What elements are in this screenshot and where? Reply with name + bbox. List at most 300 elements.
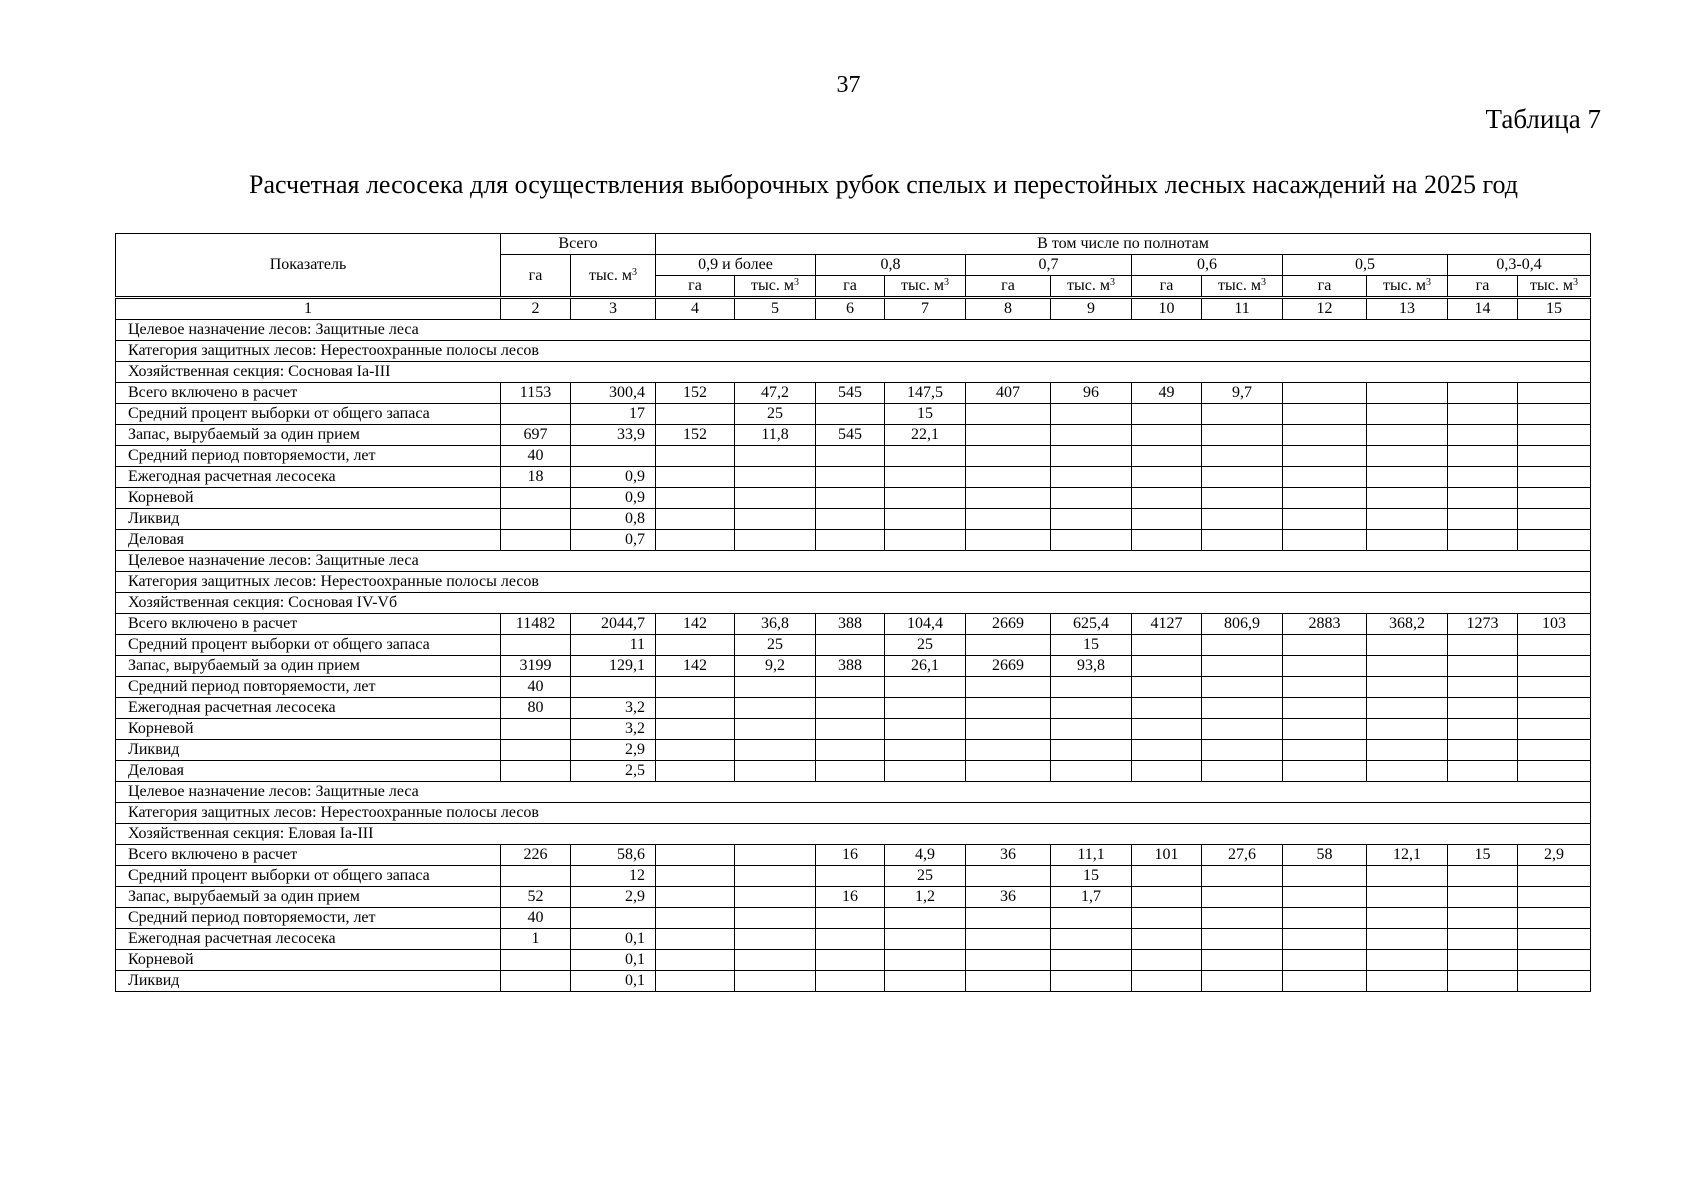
table-cell xyxy=(1051,929,1132,950)
table-cell xyxy=(1448,656,1518,677)
table-cell xyxy=(735,698,816,719)
table-cell xyxy=(1283,887,1367,908)
header-total: Всего xyxy=(501,234,656,255)
table-cell: 2,5 xyxy=(571,761,656,782)
protective-category-row xyxy=(116,572,1591,593)
table-cell: 368,2 xyxy=(1367,614,1448,635)
table-cell xyxy=(1518,404,1591,425)
table-cell: 3,2 xyxy=(571,698,656,719)
table-cell xyxy=(816,698,885,719)
table-cell xyxy=(501,488,571,509)
table-cell xyxy=(656,845,735,866)
table-cell xyxy=(816,467,885,488)
table-row xyxy=(116,656,1591,677)
table-cell xyxy=(1518,530,1591,551)
table-cell xyxy=(1448,677,1518,698)
table-cell xyxy=(966,467,1051,488)
table-cell xyxy=(1283,509,1367,530)
table-cell xyxy=(1518,887,1591,908)
header-indicator: Показатель xyxy=(116,234,501,298)
table-cell xyxy=(1283,950,1367,971)
table-cell: 58,6 xyxy=(571,845,656,866)
table-cell: 16 xyxy=(816,845,885,866)
table-cell xyxy=(1448,740,1518,761)
table-cell xyxy=(571,446,656,467)
table-cell xyxy=(656,509,735,530)
table-cell: 25 xyxy=(735,404,816,425)
header-unit-ha: га xyxy=(966,276,1051,298)
table-cell xyxy=(1132,698,1202,719)
header-unit-volume: тыс. $м^3$ xyxy=(735,276,816,298)
table-cell xyxy=(571,677,656,698)
table-cell: 15 xyxy=(1051,866,1132,887)
table-cell xyxy=(501,404,571,425)
table-cell xyxy=(1283,698,1367,719)
table-row xyxy=(116,866,1591,887)
header-density-group: 0,7 xyxy=(966,255,1132,276)
table-cell xyxy=(1367,698,1448,719)
column-number: 1 xyxy=(116,298,501,320)
table-cell: 26,1 xyxy=(885,656,966,677)
row-label: Деловая xyxy=(116,530,501,551)
header-unit-volume: тыс. $м^3$ xyxy=(1051,276,1132,298)
table-cell xyxy=(1448,383,1518,404)
table-row xyxy=(116,425,1591,446)
table-cell xyxy=(1367,635,1448,656)
table-cell xyxy=(1367,677,1448,698)
table-cell xyxy=(885,971,966,992)
header-unit-volume: тыс. $м^3$ xyxy=(1518,276,1591,298)
table-cell xyxy=(656,761,735,782)
table-cell xyxy=(1448,929,1518,950)
table-row xyxy=(116,383,1591,404)
header-unit-volume: тыс. $м^3$ xyxy=(1367,276,1448,298)
table-cell xyxy=(1518,677,1591,698)
header-total-volume: тыс. $м^3$ xyxy=(571,255,656,298)
table-cell xyxy=(1132,866,1202,887)
header-unit-ha: га xyxy=(1448,276,1518,298)
table-cell: 52 xyxy=(501,887,571,908)
table-cell xyxy=(1283,446,1367,467)
table-cell xyxy=(1283,656,1367,677)
table-cell xyxy=(1132,446,1202,467)
table-cell xyxy=(1051,719,1132,740)
row-label: Средний период повторяемости, лет xyxy=(116,446,501,467)
table-cell xyxy=(1518,950,1591,971)
table-cell xyxy=(656,929,735,950)
table-cell xyxy=(1202,866,1283,887)
table-cell: 152 xyxy=(656,425,735,446)
table-cell: 96 xyxy=(1051,383,1132,404)
protective-category: Категория защитных лесов: Нерестоохранные полосы лесов xyxy=(116,803,1591,824)
table-cell xyxy=(1132,908,1202,929)
row-label: Запас, вырубаемый за один прием xyxy=(116,656,501,677)
table-cell xyxy=(885,698,966,719)
table-cell: 47,2 xyxy=(735,383,816,404)
table-cell xyxy=(1283,677,1367,698)
table-cell: 0,9 xyxy=(571,467,656,488)
table-cell xyxy=(1132,950,1202,971)
table-cell xyxy=(1367,467,1448,488)
table-cell: 80 xyxy=(501,698,571,719)
header-unit-volume: тыс. $м^3$ xyxy=(885,276,966,298)
table-cell: 17 xyxy=(571,404,656,425)
table-cell xyxy=(1202,950,1283,971)
table-cell xyxy=(885,467,966,488)
table-cell xyxy=(1051,908,1132,929)
row-label: Средний период повторяемости, лет xyxy=(116,908,501,929)
table-cell xyxy=(1448,971,1518,992)
table-cell: 36 xyxy=(966,887,1051,908)
table-cell xyxy=(1202,929,1283,950)
table-cell xyxy=(1132,971,1202,992)
table-cell: 300,4 xyxy=(571,383,656,404)
table-cell xyxy=(1367,530,1448,551)
table-cell xyxy=(1132,530,1202,551)
table-cell xyxy=(1448,530,1518,551)
table-cell xyxy=(1132,509,1202,530)
column-number: 4 xyxy=(656,298,735,320)
table-cell: 3,2 xyxy=(571,719,656,740)
column-number: 6 xyxy=(816,298,885,320)
forest-purpose-row xyxy=(116,782,1591,803)
table-cell xyxy=(656,446,735,467)
table-cell xyxy=(816,677,885,698)
table-cell: 1 xyxy=(501,929,571,950)
table-cell xyxy=(1132,740,1202,761)
header-unit-ha: га xyxy=(816,276,885,298)
table-cell xyxy=(1518,866,1591,887)
table-cell: 36,8 xyxy=(735,614,816,635)
table-cell: 806,9 xyxy=(1202,614,1283,635)
row-label: Всего включено в расчет xyxy=(116,383,501,404)
table-cell xyxy=(1132,404,1202,425)
table-cell xyxy=(735,509,816,530)
table-cell xyxy=(1202,698,1283,719)
table-cell xyxy=(1202,761,1283,782)
table-cell: 25 xyxy=(885,635,966,656)
table-cell xyxy=(966,677,1051,698)
table-cell xyxy=(1518,635,1591,656)
table-cell xyxy=(816,530,885,551)
table-cell xyxy=(1518,761,1591,782)
table-cell: 0,1 xyxy=(571,971,656,992)
table-row xyxy=(116,929,1591,950)
column-number: 5 xyxy=(735,298,816,320)
table-cell xyxy=(966,740,1051,761)
forest-purpose: Целевое назначение лесов: Защитные леса xyxy=(116,782,1591,803)
table-cell: 625,4 xyxy=(1051,614,1132,635)
table-cell xyxy=(1051,740,1132,761)
table-row xyxy=(116,530,1591,551)
table-cell: 16 xyxy=(816,887,885,908)
row-label: Средний период повторяемости, лет xyxy=(116,677,501,698)
header-unit-volume: тыс. $м^3$ xyxy=(1202,276,1283,298)
protective-category-row xyxy=(116,803,1591,824)
row-label: Ликвид xyxy=(116,509,501,530)
protective-category: Категория защитных лесов: Нерестоохранные полосы лесов xyxy=(116,572,1591,593)
table-cell: 9,2 xyxy=(735,656,816,677)
table-cell xyxy=(1518,467,1591,488)
table-cell xyxy=(1367,509,1448,530)
table-cell xyxy=(1202,740,1283,761)
table-cell: 11,8 xyxy=(735,425,816,446)
table-cell xyxy=(1518,425,1591,446)
table-row xyxy=(116,446,1591,467)
table-cell xyxy=(1051,698,1132,719)
table-cell xyxy=(1367,908,1448,929)
table-cell xyxy=(1202,656,1283,677)
table-cell xyxy=(1518,698,1591,719)
table-cell: 15 xyxy=(885,404,966,425)
table-cell xyxy=(735,866,816,887)
table-cell: 147,5 xyxy=(885,383,966,404)
table-cell xyxy=(966,530,1051,551)
table-cell xyxy=(966,635,1051,656)
table-cell xyxy=(966,509,1051,530)
table-cell xyxy=(1051,425,1132,446)
table-cell xyxy=(1051,509,1132,530)
table-cell xyxy=(1283,425,1367,446)
header-including: В том числе по полнотам xyxy=(656,234,1591,255)
table-cell: 407 xyxy=(966,383,1051,404)
row-label: Корневой xyxy=(116,719,501,740)
table-cell xyxy=(1448,446,1518,467)
table-cell: 545 xyxy=(816,425,885,446)
table-cell xyxy=(735,929,816,950)
row-label: Всего включено в расчет xyxy=(116,845,501,866)
table-row xyxy=(116,950,1591,971)
table-cell xyxy=(1518,971,1591,992)
table-cell xyxy=(1283,383,1367,404)
table-cell xyxy=(656,908,735,929)
table-cell xyxy=(1132,761,1202,782)
table-cell xyxy=(1051,530,1132,551)
table-cell xyxy=(816,908,885,929)
table-cell: 2883 xyxy=(1283,614,1367,635)
table-cell xyxy=(1202,404,1283,425)
table-cell xyxy=(885,950,966,971)
table-cell: 1,2 xyxy=(885,887,966,908)
table-cell xyxy=(1283,530,1367,551)
table-cell xyxy=(1367,761,1448,782)
table-cell: 2,9 xyxy=(571,887,656,908)
table-cell xyxy=(656,950,735,971)
table-cell xyxy=(656,698,735,719)
row-label: Запас, вырубаемый за один прием xyxy=(116,887,501,908)
header-density-group: 0,3-0,4 xyxy=(1448,255,1591,276)
column-number: 11 xyxy=(1202,298,1283,320)
table-cell xyxy=(1202,488,1283,509)
table-cell xyxy=(501,530,571,551)
row-label: Корневой xyxy=(116,488,501,509)
table-cell xyxy=(735,677,816,698)
table-cell xyxy=(1132,929,1202,950)
table-cell: 697 xyxy=(501,425,571,446)
table-cell xyxy=(1051,488,1132,509)
table-cell xyxy=(501,950,571,971)
table-cell xyxy=(501,740,571,761)
table-cell xyxy=(1283,908,1367,929)
table-cell xyxy=(1448,467,1518,488)
table-row xyxy=(116,509,1591,530)
row-label: Всего включено в расчет xyxy=(116,614,501,635)
table-cell xyxy=(1283,761,1367,782)
economic-section: Хозяйственная секция: Сосновая Ia-III xyxy=(116,362,1591,383)
economic-section: Хозяйственная секция: Сосновая IV-Vб xyxy=(116,593,1591,614)
table-cell: 101 xyxy=(1132,845,1202,866)
table-cell xyxy=(1132,719,1202,740)
table-cell xyxy=(1448,887,1518,908)
table-cell xyxy=(816,971,885,992)
table-cell xyxy=(656,530,735,551)
table-cell xyxy=(1518,509,1591,530)
table-cell: 11,1 xyxy=(1051,845,1132,866)
table-row xyxy=(116,908,1591,929)
table-cell: 27,6 xyxy=(1202,845,1283,866)
table-cell: 93,8 xyxy=(1051,656,1132,677)
table-cell: 4127 xyxy=(1132,614,1202,635)
table-cell: 0,1 xyxy=(571,929,656,950)
table-cell xyxy=(1283,866,1367,887)
table-cell xyxy=(885,719,966,740)
table-cell xyxy=(885,530,966,551)
table-cell xyxy=(1132,488,1202,509)
row-label: Ликвид xyxy=(116,971,501,992)
table-cell xyxy=(1367,719,1448,740)
table-cell xyxy=(656,887,735,908)
table-row xyxy=(116,404,1591,425)
row-label: Корневой xyxy=(116,950,501,971)
table-cell xyxy=(816,446,885,467)
column-number: 7 xyxy=(885,298,966,320)
table-cell: 545 xyxy=(816,383,885,404)
table-cell xyxy=(501,719,571,740)
table-row xyxy=(116,971,1591,992)
table-cell xyxy=(1051,761,1132,782)
table-cell xyxy=(1202,425,1283,446)
table-row xyxy=(116,698,1591,719)
table-cell xyxy=(656,971,735,992)
table-cell xyxy=(1518,929,1591,950)
table-cell xyxy=(735,950,816,971)
table-cell xyxy=(1051,404,1132,425)
table-cell xyxy=(1367,887,1448,908)
table-cell: 11482 xyxy=(501,614,571,635)
table-cell xyxy=(1132,635,1202,656)
column-number: 10 xyxy=(1132,298,1202,320)
table-row xyxy=(116,740,1591,761)
table-cell: 2669 xyxy=(966,656,1051,677)
table-cell: 0,8 xyxy=(571,509,656,530)
header-density-group: 0,8 xyxy=(816,255,966,276)
table-cell xyxy=(735,740,816,761)
table-cell xyxy=(501,866,571,887)
table-cell xyxy=(735,887,816,908)
table-cell xyxy=(656,635,735,656)
row-label: Деловая xyxy=(116,761,501,782)
table-cell xyxy=(1448,950,1518,971)
table-cell: 15 xyxy=(1448,845,1518,866)
row-label: Средний процент выборки от общего запаса xyxy=(116,404,501,425)
forest-purpose-row xyxy=(116,551,1591,572)
table-cell xyxy=(1283,719,1367,740)
table-row xyxy=(116,719,1591,740)
table-cell xyxy=(1283,404,1367,425)
table-row xyxy=(116,677,1591,698)
row-label: Ликвид xyxy=(116,740,501,761)
table-cell: 1,7 xyxy=(1051,887,1132,908)
header-total-ha: га xyxy=(501,255,571,298)
table-cell: 40 xyxy=(501,908,571,929)
table-label: Таблица 7 xyxy=(1485,104,1601,134)
table-cell xyxy=(1132,425,1202,446)
table-row xyxy=(116,614,1591,635)
table-cell: 36 xyxy=(966,845,1051,866)
table-cell: 103 xyxy=(1518,614,1591,635)
table-cell: 15 xyxy=(1051,635,1132,656)
table-cell: 388 xyxy=(816,656,885,677)
table-cell xyxy=(1283,929,1367,950)
allowable-cut-table xyxy=(115,233,1591,992)
table-cell xyxy=(966,908,1051,929)
table-cell xyxy=(1051,971,1132,992)
table-cell xyxy=(966,866,1051,887)
table-cell xyxy=(1518,740,1591,761)
table-cell xyxy=(1518,656,1591,677)
table-cell xyxy=(1202,446,1283,467)
table-cell xyxy=(735,971,816,992)
table-cell: 12,1 xyxy=(1367,845,1448,866)
table-cell: 0,9 xyxy=(571,488,656,509)
table-cell xyxy=(1448,908,1518,929)
table-cell: 142 xyxy=(656,656,735,677)
forest-purpose-row xyxy=(116,320,1591,341)
table-cell: 33,9 xyxy=(571,425,656,446)
table-cell xyxy=(1367,656,1448,677)
table-cell xyxy=(1132,467,1202,488)
table-cell xyxy=(1202,635,1283,656)
table-cell xyxy=(1367,971,1448,992)
table-cell xyxy=(1132,887,1202,908)
row-label: Ежегодная расчетная лесосека xyxy=(116,929,501,950)
table-cell xyxy=(816,761,885,782)
table-cell xyxy=(966,698,1051,719)
table-cell: 104,4 xyxy=(885,614,966,635)
page-number: 37 xyxy=(836,72,861,98)
table-cell: 2044,7 xyxy=(571,614,656,635)
table-cell: 40 xyxy=(501,446,571,467)
table-cell xyxy=(735,446,816,467)
table-cell: 18 xyxy=(501,467,571,488)
economic-section: Хозяйственная секция: Еловая Ia-III xyxy=(116,824,1591,845)
table-cell xyxy=(1448,635,1518,656)
table-cell xyxy=(1132,677,1202,698)
column-number: 2 xyxy=(501,298,571,320)
table-cell xyxy=(1448,866,1518,887)
document-title: Расчетная лесосека для осуществления выборочных рубок спелых и перестойных лесных насаждений на 2025 год xyxy=(249,170,1518,199)
table-cell: 2,9 xyxy=(571,740,656,761)
table-cell xyxy=(1367,866,1448,887)
table-cell xyxy=(816,488,885,509)
table-cell xyxy=(966,488,1051,509)
table-cell: 40 xyxy=(501,677,571,698)
table-cell xyxy=(966,761,1051,782)
header-density-group: 0,5 xyxy=(1283,255,1448,276)
table-cell xyxy=(885,446,966,467)
table-cell xyxy=(571,908,656,929)
column-number: 8 xyxy=(966,298,1051,320)
